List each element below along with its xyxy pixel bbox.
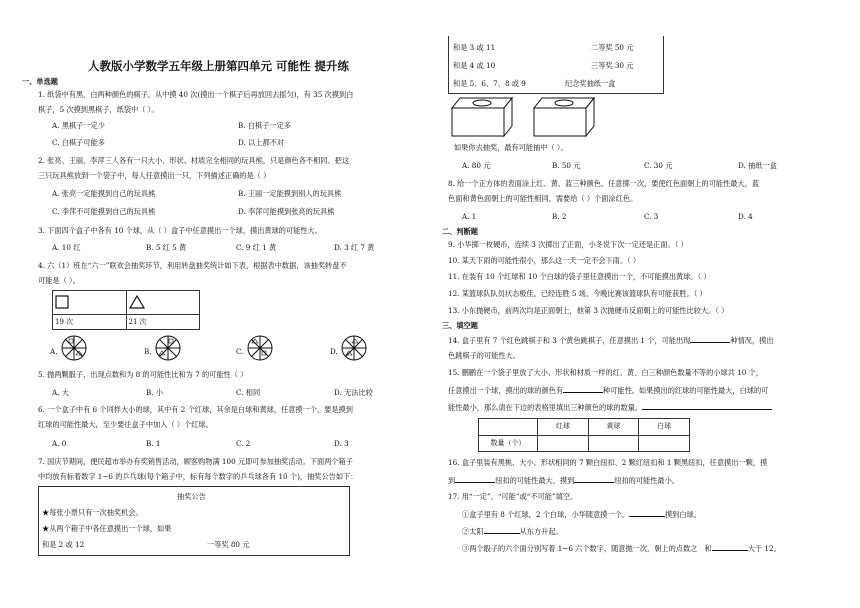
question-7-line1: 7. 国庆节期间，便民超市举办有奖销售活动，顾客购物满 100 元即可参加抽奖活动。下面两个箱子	[38, 457, 353, 466]
q17c-text-c: 大于 12。	[747, 544, 781, 553]
q17c-text-b: 和	[704, 544, 712, 553]
table-head-white: 白球	[639, 419, 690, 436]
q15-text-a: 任意摸出一个球，摸出的球的颜色有	[448, 386, 564, 395]
question-16-line1: 16. 盒子里装有黑桃、大小、形状相同的 7 颗白纽扣、2 颗红纽扣和 1 颗黑纽扣，任意摸出一颗，摸	[448, 458, 768, 467]
yellow-count-cell[interactable]	[588, 435, 639, 452]
judge-9: 9. 小华掷一枚硬币，连续 3 次掷出了正面，小冬说下次一定还是正面。（ ）	[448, 240, 688, 249]
question-5: 5. 抛两颗骰子，出现点数和为 8 的可能性比和为 7 的可能性（ ）	[38, 370, 248, 379]
q16-text-a: 到	[448, 476, 456, 485]
notice-prize-condition: 和是 2 或 12	[42, 540, 85, 549]
lottery-notice-box	[38, 486, 350, 556]
judge-12: 12. 某篮球队队员状态极佳，已经连胜 5 场。今晚比赛该篮球队有可能获胜。（ ）	[448, 289, 707, 298]
q8-option-d: D. 4	[738, 212, 753, 221]
q16-text-b: 纽扣的可能性最大，摸到	[495, 476, 575, 485]
q2-option-a: A. 张亮一定能摸到自己的玩具熊	[52, 189, 156, 198]
q2-option-c: C. 李萍不可能摸到自己的玩具熊	[52, 207, 156, 216]
q7-option-c: C. 30 元	[644, 161, 673, 170]
notice-title: 抽奖公告	[177, 492, 206, 501]
question-15-line2	[448, 386, 768, 394]
q5-option-c: C. 相同	[236, 388, 261, 397]
prize-cond-3: 和是 4 或 10	[453, 61, 496, 70]
question-4-line2: 可能是（ ）。	[38, 276, 80, 285]
section-heading-3: 三、填空题	[442, 321, 478, 330]
spinner-d-icon	[340, 334, 368, 362]
spinner-a-icon	[60, 334, 88, 362]
prize-cond-2: 和是 3 或 11	[453, 43, 496, 52]
question-2-line2: 三只玩具熊放到一个袋子中，每人任意摸出一只，下列描述正确的是（ ）	[38, 171, 271, 180]
q8-option-b: B. 2	[552, 212, 567, 221]
lottery-box-1-icon	[450, 96, 514, 138]
judge-11: 11. 在装有 10 个红球和 10 个白球的袋子里任意摸出一个，不可能摸出黄球。（ ）	[448, 272, 711, 281]
q17a-blank[interactable]	[629, 510, 665, 517]
q17a-text-a: ①盒子里有 8 个红球，2 个白球，小华随意摸一个，	[462, 510, 629, 519]
triangle-shape-icon	[129, 295, 145, 309]
table-head-yellow: 黄球	[588, 419, 639, 436]
table-row-label: 数量（个）	[479, 435, 538, 452]
question-17a	[462, 510, 701, 518]
square-count: 19 次	[53, 315, 127, 330]
q5-option-a: A. 大	[52, 388, 69, 397]
q14-text-b: 种情况，摸出	[730, 336, 774, 345]
square-shape-cell	[53, 291, 127, 315]
q4-option-c: C.	[236, 347, 244, 356]
question-15-line3	[448, 403, 772, 411]
ball-count-table	[478, 418, 690, 452]
spinner-b-icon	[154, 334, 182, 362]
q17c-blank[interactable]	[712, 544, 748, 551]
q17c-text-a: ③两个骰子的六个面分别写着 1~6 六个数字，随意抛一次，朝上的点数之	[462, 544, 698, 553]
question-3: 3. 下面四个盒子中各有 10 个球，从（ ）盒子中任意摸出一个球，摸出黄球的可能性大。	[38, 226, 322, 235]
q14-blank-1[interactable]	[690, 336, 730, 343]
section-heading-2: 二、判断题	[442, 227, 478, 236]
q16-text-c: 纽扣的可能性最小。	[614, 476, 679, 485]
q1-option-b: B. 白棋子一定多	[238, 121, 291, 130]
prize-name-4: 纪念奖抽纸一盒	[565, 79, 616, 88]
question-1-line1: 1. 纸袋中有黑、白两种颜色的棋子，从中摸 40 次(摸出一个棋子后再放回去摇匀)，有 35 次摸到白	[38, 90, 354, 99]
q15-text-c: 能性最小，那么请在下边的表格里填出三种颜色的球的数量。	[448, 403, 643, 412]
notice-prize-amount: 一等奖 80 元	[207, 540, 250, 549]
q7-option-b: B. 50 元	[552, 161, 581, 170]
question-7-line2: 中均放有标着数字 1~6 的乒乓球(每个箱子中，标有每个数字的乒乓球各有 10 个)，抽奖公告如下：	[38, 472, 358, 481]
question-14-line1	[448, 336, 774, 344]
q7-option-a: A. 80 元	[462, 161, 491, 170]
q1-option-c: C. 白棋子可能多	[52, 138, 105, 147]
lottery-box-2-icon	[532, 96, 596, 138]
q15-blank-2[interactable]	[642, 403, 772, 410]
notice-line-2: ★从两个箱子中各任意摸出一个球，如果	[42, 524, 172, 533]
q4-option-d: D.	[330, 347, 338, 356]
q4-option-a: A.	[50, 347, 58, 356]
judge-13: 13. 小东抛硬币，前两次均是正面朝上，他第 3 次抛硬币反面朝上的可能性比较大。（ ）	[448, 306, 729, 315]
q14-text-a: 14. 盒子里有 7 个红色跳棋子和 3 个黄色跳棋子，任意摸出 1 个，可能出现	[448, 336, 691, 345]
q6-option-b: B. 1	[146, 439, 161, 448]
prize-name-3: 三等奖 30 元	[591, 61, 634, 70]
q6-option-c: C. 2	[236, 439, 251, 448]
question-14-line2: 色跳棋子的可能性大。	[448, 351, 520, 360]
question-6-line1: 6. 一个盒子中有 6 个同样大小的球，其中有 2 个红球，其余是白球和黄球，任意摸一个，要是摸到	[38, 405, 353, 414]
q17b-text-a: ②太阳	[462, 527, 484, 536]
q1-option-a: A. 黑棋子一定少	[52, 121, 105, 130]
q3-option-b: B. 5 红 5 黄	[146, 243, 187, 252]
question-16-line2	[448, 476, 679, 484]
page-title: 人教版小学数学五年级上册第四单元 可能性 提升练	[88, 59, 350, 73]
question-4-line1: 4. 六（1）班在“六一”联欢会抽奖环节，利用转盘抽奖统计如下表，根据表中数据，该抽奖转盘不	[38, 261, 347, 270]
q6-option-a: A. 0	[52, 439, 67, 448]
q17a-text-b: 摸到白球。	[664, 510, 701, 519]
question-1-line2: 棋子，5 次摸到黑棋子，纸袋中（ ）。	[38, 105, 159, 114]
section-heading-1: 一、单选题	[22, 77, 58, 86]
q5-option-b: B. 小	[146, 388, 164, 397]
question-17: 17. 用“一定”、“可能”或“不可能”填空。	[448, 492, 578, 501]
prize-cond-4: 和是 5、6、7、8 或 9	[453, 79, 526, 88]
q17b-blank[interactable]	[484, 527, 520, 534]
q7-option-d: D. 抽纸一盒	[738, 161, 777, 170]
table-head-blank	[479, 419, 538, 436]
notice-line-1: ★每张小票只有一次抽奖机会。	[42, 508, 143, 517]
square-shape-icon	[55, 295, 69, 309]
q8-option-a: A. 1	[462, 212, 477, 221]
triangle-count: 21 次	[126, 315, 200, 330]
question-7-tail: 如果你去抽奖，最有可能抽中（ ）。	[454, 143, 568, 152]
question-17b	[462, 527, 563, 535]
question-2-line1: 2. 张亮、王丽、李萍三人各有一只大小、形状、材质完全相同的玩具熊，只是颜色各不相同。把这	[38, 156, 350, 165]
question-6-line2: 红球的可能性最大，至少要往盒子中加入（ ）个红球。	[38, 420, 213, 429]
q3-option-c: C. 9 红 1 黄	[236, 243, 277, 252]
table-head-red: 红球	[538, 419, 589, 436]
q6-option-d: D. 3	[334, 439, 349, 448]
notice-continued-box	[448, 36, 664, 94]
q4-option-b: B.	[144, 347, 152, 356]
question-8-line2: 色面和黄色面朝上的可能性相同，需要给（ ）个面涂红色。	[448, 194, 638, 203]
q3-option-d: D. 3 红 7 黄	[334, 243, 375, 252]
q2-option-d: D. 李萍可能摸到张亮的玩具熊	[238, 207, 335, 216]
judge-10: 10. 某天下雨的可能性很小，那么这一天一定不会下雨。（ ）	[448, 256, 641, 265]
spinner-c-icon	[246, 334, 274, 362]
white-count-cell[interactable]	[639, 435, 690, 452]
q15-blank-1[interactable]	[563, 386, 603, 393]
question-15-line1: 15. 鹏鹏在一个袋子里放了大小、形状和材质一样的红、黄、白三种颜色数量不等的小球共 10 个，	[448, 368, 763, 377]
q17b-text-b: 从东方升起。	[519, 527, 563, 536]
q2-option-b: B. 王丽一定能摸到别人的玩具熊	[238, 189, 342, 198]
question-8-line1: 8. 给一个正方体的表面涂上红、黄、蓝三种颜色，任意掷一次，要使红色面朝上的可能性最大，蓝	[448, 179, 760, 188]
q5-option-d: D. 无法比较	[334, 388, 373, 397]
prize-name-2: 二等奖 50 元	[591, 43, 634, 52]
red-count-cell[interactable]	[538, 435, 589, 452]
question-17c	[462, 544, 781, 552]
q16-blank-1[interactable]	[455, 476, 495, 483]
q3-option-a: A. 10 红	[52, 243, 81, 252]
triangle-shape-cell	[126, 291, 200, 315]
q1-option-d: D. 以上都不对	[238, 138, 285, 147]
q15-text-b: 种可能性。如果摸出的红球的可能性最大，白球的可	[603, 386, 769, 395]
spinner-stats-table	[52, 290, 200, 330]
q16-blank-2[interactable]	[574, 476, 614, 483]
q8-option-c: C. 3	[644, 212, 659, 221]
